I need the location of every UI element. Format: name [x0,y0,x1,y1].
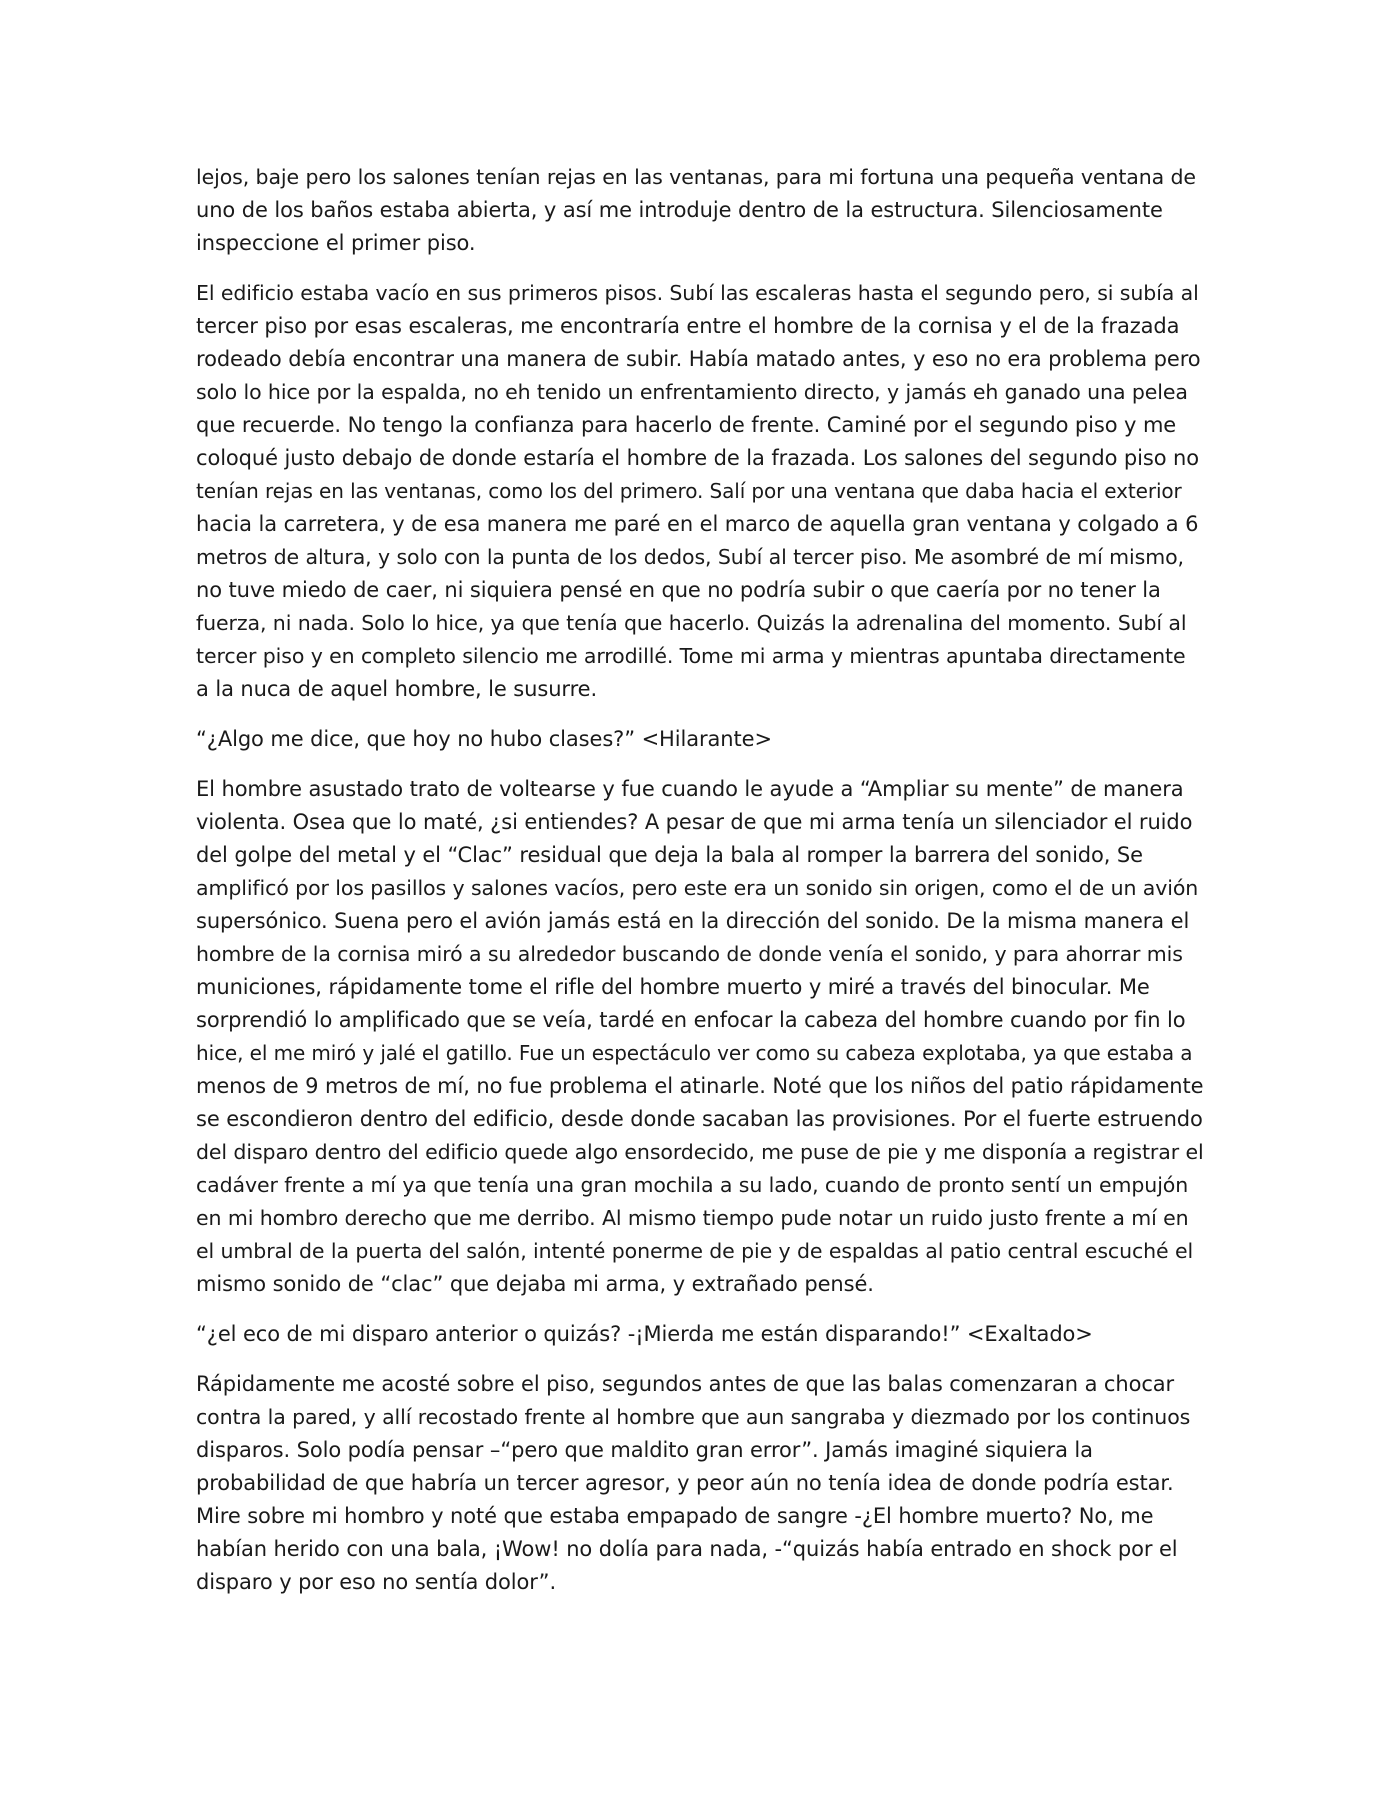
text-line: contra la pared, y allí recostado frente al hombre que aun sangraba y diezmado por los continuos [196,1405,1191,1429]
text-line: solo lo hice por la espalda, no eh tenido un enfrentamiento directo, y jamás eh ganado una pelea [196,380,1188,404]
text-line: municiones, rápidamente tome el rifle del hombre muerto y miré a través del binocular. Me [196,975,1150,999]
text-line: fuerza, ni nada. Solo lo hice, ya que tenía que hacerlo. Quizás la adrenalina del momento. Subí al [196,611,1187,635]
paragraph-3-dialogue [196,723,1206,756]
paragraph-5-dialogue [196,1318,1206,1351]
text-line: lejos, baje pero los salones tenían rejas en las ventanas, para mi fortuna una pequeña ventana de [196,165,1196,189]
text-line: del disparo dentro del edificio quede algo ensordecido, me puse de pie y me disponía a registrar el [196,1140,1204,1164]
text-line: sorprendió lo amplificado que se veía, tardé en enfocar la cabeza del hombre cuando por fin lo [196,1008,1186,1032]
text-line: metros de altura, y solo con la punta de los dedos, Subí al tercer piso. Me asombré de mí mismo, [196,545,1184,569]
text-line: que recuerde. No tengo la confianza para hacerlo de frente. Caminé por el segundo piso y me [196,413,1177,437]
text-line: amplificó por los pasillos y salones vacíos, pero este era un sonido sin origen, como el de un avión [196,876,1199,900]
text-line: “¿Algo me dice, que hoy no hubo clases?” <Hilarante> [196,727,772,751]
text-line: en mi hombro derecho que me derribo. Al mismo tiempo pude notar un ruido justo frente a mí en [196,1206,1189,1230]
text-line: hombre de la cornisa miró a su alrededor buscando de donde venía el sonido, y para ahorrar mis [196,942,1183,966]
paragraph-1 [196,161,1206,260]
text-line: se escondieron dentro del edificio, desde donde sacaban las provisiones. Por el fuerte estruendo [196,1107,1203,1131]
text-line: El hombre asustado trato de voltearse y fue cuando le ayude a “Ampliar su mente” de manera [196,777,1184,801]
text-line: habían herido con una bala, ¡Wow! no dolía para nada, -“quizás había entrado en shock por el [196,1537,1178,1561]
text-line: inspeccione el primer piso. [196,231,476,255]
text-line: a la nuca de aquel hombre, le susurre. [196,677,598,701]
text-line: mismo sonido de “clac” que dejaba mi arma, y extrañado pensé. [196,1272,874,1296]
text-line: del golpe del metal y el “Clac” residual que deja la bala al romper la barrera del sonido, Se [196,843,1143,867]
paragraph-6 [196,1368,1206,1599]
text-line: Rápidamente me acosté sobre el piso, segundos antes de que las balas comenzaran a chocar [196,1372,1175,1396]
text-line: no tuve miedo de caer, ni siquiera pensé en que no podría subir o que caería por no tener la [196,578,1161,602]
text-line: Mire sobre mi hombro y noté que estaba empapado de sangre -¿El hombre muerto? No, me [196,1504,1154,1528]
text-line: hacia la carretera, y de esa manera me paré en el marco de aquella gran ventana y colgado a 6 [196,512,1199,536]
text-line: rodeado debía encontrar una manera de subir. Había matado antes, y eso no era problema pero [196,347,1201,371]
text-line: tercer piso y en completo silencio me arrodillé. Tome mi arma y mientras apuntaba directamente [196,644,1186,668]
text-line: disparos. Solo podía pensar –“pero que maldito gran error”. Jamás imaginé siquiera la [196,1438,1093,1462]
text-line: hice, el me miró y jalé el gatillo. Fue un espectáculo ver como su cabeza explotaba, ya que estaba a [196,1041,1193,1065]
text-line: coloqué justo debajo de donde estaría el hombre de la frazada. Los salones del segundo piso no [196,446,1199,470]
text-line: violenta. Osea que lo maté, ¿si entiendes? A pesar de que mi arma tenía un silenciador el ruido [196,810,1193,834]
text-line: tenían rejas en las ventanas, como los del primero. Salí por una ventana que daba hacia el exterior [196,479,1182,503]
paragraph-2 [196,277,1206,706]
text-line: cadáver frente a mí ya que tenía una gran mochila a su lado, cuando de pronto sentí un empujón [196,1173,1189,1197]
text-line: probabilidad de que habría un tercer agresor, y peor aún no tenía idea de donde podría estar. [196,1471,1174,1495]
paragraph-4 [196,773,1206,1301]
document-page [196,161,1206,1616]
text-line: disparo y por eso no sentía dolor”. [196,1570,557,1594]
text-line: uno de los baños estaba abierta, y así me introduje dentro de la estructura. Silenciosamente [196,198,1163,222]
text-line: “¿el eco de mi disparo anterior o quizás? -¡Mierda me están disparando!” <Exaltado> [196,1322,1093,1346]
text-line: menos de 9 metros de mí, no fue problema el atinarle. Noté que los niños del patio rápidamente [196,1074,1204,1098]
text-line: el umbral de la puerta del salón, intenté ponerme de pie y de espaldas al patio central escuché el [196,1239,1194,1263]
text-line: tercer piso por esas escaleras, me encontraría entre el hombre de la cornisa y el de la frazada [196,314,1180,338]
text-line: El edificio estaba vacío en sus primeros pisos. Subí las escaleras hasta el segundo pero, si subía al [196,281,1199,305]
text-line: supersónico. Suena pero el avión jamás está en la dirección del sonido. De la misma manera el [196,909,1190,933]
